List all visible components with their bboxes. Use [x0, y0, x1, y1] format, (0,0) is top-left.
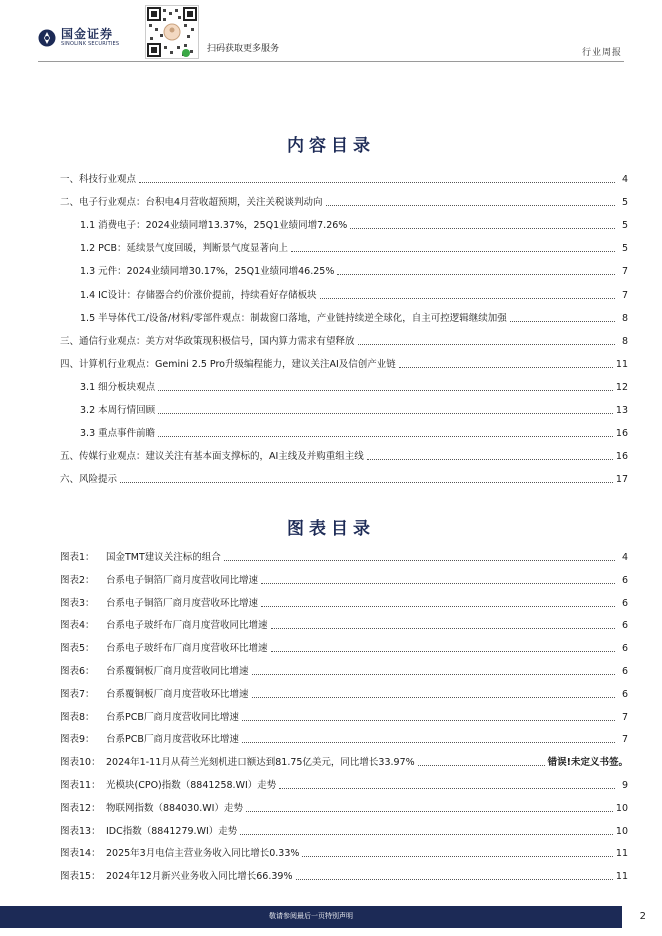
figure-caption: 台系电子玻纤布厂商月度营收同比增速 [106, 620, 268, 632]
entry-label: 3.3 重点事件前瞻 [80, 428, 156, 440]
figure-number: 图表6： [60, 666, 95, 677]
figure-number: 图表1： [60, 552, 95, 563]
figure-caption: 台系PCB厂商月度营收同比增速 [106, 711, 239, 723]
toc-entry[interactable] [60, 170, 628, 186]
entry-label [60, 666, 249, 678]
entry-label: 一、科技行业观点 [60, 174, 137, 185]
figure-caption: 台系覆铜板厂商月度营收同比增速 [106, 666, 249, 677]
entry-label [60, 757, 415, 769]
qr-caption: 扫码获取更多服务 [207, 44, 280, 54]
figure-caption: 台系PCB厂商月度营收环比增速 [106, 734, 239, 746]
entry-label: 3.1 细分板块观点 [80, 381, 156, 393]
toc-entry[interactable] [60, 799, 628, 815]
dot-leader [302, 856, 613, 857]
dot-leader [271, 651, 615, 652]
dot-leader [367, 459, 613, 460]
dot-leader [158, 436, 613, 437]
dot-leader [261, 583, 615, 584]
dot-leader [337, 274, 615, 275]
entry-label: 三、通信行业观点：美方对华政策现积极信号，国内算力需求有望释放 [60, 335, 355, 347]
toc-entry[interactable] [60, 193, 628, 209]
entry-label [60, 689, 249, 701]
page-number: 2 [639, 911, 646, 922]
toc-entry[interactable] [60, 355, 628, 371]
entry-page-number: 7 [621, 734, 628, 746]
figure-number: 图表10： [60, 757, 101, 769]
dot-leader [246, 811, 613, 812]
toc-entry[interactable] [60, 548, 628, 564]
toc-entry[interactable] [60, 616, 628, 632]
toc-entry[interactable] [60, 216, 628, 232]
entry-page-number: 6 [621, 643, 628, 655]
toc-entry[interactable] [60, 708, 628, 724]
toc-entry[interactable] [60, 309, 628, 325]
entry-label [60, 552, 221, 564]
toc-entry[interactable] [60, 776, 628, 792]
entry-page-number: 16 [615, 428, 628, 440]
toc-entry[interactable] [60, 286, 628, 302]
figure-number: 图表15： [60, 871, 101, 883]
figures-title: 图表目录 [287, 519, 375, 539]
entry-page-number: 11 [615, 848, 628, 860]
entry-page-number: 5 [621, 243, 628, 255]
toc-entry[interactable] [60, 378, 628, 394]
entry-page-number: 16 [615, 451, 628, 463]
entry-label [60, 598, 258, 610]
toc-entry[interactable] [60, 685, 628, 701]
figure-caption: 台系覆铜板厂商月度营收环比增速 [106, 688, 249, 700]
entry-label [60, 643, 268, 655]
entry-label [60, 848, 299, 860]
entry-page-number: 4 [621, 552, 628, 563]
entry-page-number: 5 [621, 197, 628, 209]
figure-number: 图表12： [60, 802, 101, 814]
entry-label [60, 826, 237, 838]
toc-entry[interactable] [60, 470, 628, 486]
entry-page-number: 11 [615, 871, 628, 883]
toc-entry[interactable] [60, 844, 628, 860]
dot-leader [350, 228, 615, 229]
figure-number: 图表9： [60, 734, 95, 746]
figure-caption: 2025年3月电信主营业务收入同比增长0.33% [106, 848, 300, 860]
figure-number: 图表2： [60, 574, 95, 586]
footer-disclaimer: 敬请参阅最后一页特别声明 [269, 912, 353, 920]
entry-label [60, 871, 293, 883]
dot-leader [158, 413, 613, 414]
dot-leader [279, 788, 615, 789]
figure-caption: 物联网指数（884030.WI）走势 [106, 802, 243, 814]
entry-page-number: 6 [621, 666, 628, 677]
dot-leader [271, 628, 615, 629]
entry-page-number: 7 [621, 266, 628, 278]
entry-page-number: 9 [621, 780, 628, 791]
entry-page-number: 6 [621, 688, 628, 700]
figure-caption: IDC指数（8841279.WI）走势 [106, 825, 238, 837]
entry-page-number: 4 [621, 174, 628, 185]
dot-leader [261, 606, 615, 607]
qr-code-icon[interactable] [145, 5, 199, 59]
entry-label [60, 620, 268, 632]
entry-label [60, 575, 258, 587]
dot-leader [418, 765, 545, 766]
figure-caption: 台系电子铜箔厂商月度营收环比增速 [106, 597, 259, 609]
logo-mark-icon [38, 29, 56, 47]
figure-caption: 2024年1-11月从荷兰光刻机进口额达到81.75亿美元，同比增长33.97% [106, 757, 415, 769]
figure-number: 图表14： [60, 848, 101, 860]
dot-leader [291, 251, 615, 252]
dot-leader [399, 367, 613, 368]
entry-page-number: 8 [621, 312, 628, 324]
dot-leader [252, 697, 615, 698]
entry-page-number: 11 [615, 358, 628, 370]
figure-caption: 2024年12月新兴业务收入同比增长66.39% [106, 871, 293, 883]
entry-label: 1.4 IC设计：存储器合约价涨价提前，持续看好存储板块 [80, 289, 317, 301]
toc-entry[interactable] [60, 332, 628, 348]
toc-title: 内容目录 [287, 136, 375, 156]
entry-page-number: 7 [621, 711, 628, 723]
dot-leader [326, 205, 615, 206]
entry-page-number: 13 [615, 405, 628, 416]
dot-leader [139, 182, 615, 183]
dot-leader [296, 879, 613, 880]
toc-entry[interactable] [60, 867, 628, 883]
toc-entry[interactable] [60, 662, 628, 678]
entry-label [60, 712, 239, 724]
dot-leader [242, 720, 615, 721]
entry-page-number: 6 [621, 597, 628, 609]
entry-label: 二、电子行业观点：台积电4月营收超预期，关注关税谈判动向 [60, 197, 323, 209]
entry-label: 1.2 PCB：延续景气度回暖，判断景气度显著向上 [80, 243, 289, 255]
toc-entry[interactable] [60, 239, 628, 255]
figure-caption: 国金TMT建议关注标的组合 [106, 552, 221, 563]
toc-entry[interactable] [60, 424, 628, 440]
figure-number: 图表3： [60, 597, 95, 609]
entry-page-number: 6 [621, 620, 628, 632]
toc-entry[interactable] [60, 447, 628, 463]
entry-label: 四、计算机行业观点：Gemini 2.5 Pro升级编程能力，建议关注AI及信创产业链 [60, 358, 396, 370]
toc-entry[interactable] [60, 639, 628, 655]
entry-label [60, 803, 243, 815]
entry-page-number: 5 [621, 220, 628, 232]
toc-entry[interactable] [60, 571, 628, 587]
entry-label: 3.2 本周行情回顾 [80, 405, 156, 416]
dot-leader [510, 321, 615, 322]
toc-entry[interactable] [60, 594, 628, 610]
page-header [0, 0, 662, 66]
toc-entry[interactable] [60, 401, 628, 417]
dot-leader [242, 742, 615, 743]
dot-leader [158, 390, 613, 391]
figure-caption: 台系电子玻纤布厂商月度营收环比增速 [106, 643, 268, 655]
entry-label: 1.3 元件：2024业绩同增30.17%，25Q1业绩同增46.25% [80, 266, 335, 278]
entry-label [60, 780, 276, 792]
entry-page-number: 12 [615, 381, 628, 393]
figure-number: 图表8： [60, 711, 95, 723]
entry-page-number: 7 [621, 289, 628, 301]
dot-leader [320, 298, 615, 299]
entry-page-number: 10 [615, 825, 628, 837]
dot-leader [240, 834, 613, 835]
figure-number: 图表7： [60, 688, 95, 700]
figure-number: 图表4： [60, 620, 95, 632]
entry-page-number: 错误!未定义书签。 [547, 757, 628, 769]
entry-label: 1.1 消费电子：2024业绩同增13.37%，25Q1业绩同增7.26% [80, 220, 348, 232]
entry-label: 1.5 半导体代工/设备/材料/零部件观点：制裁窗口落地，产业链持续逆全球化，自主可控逻辑继续加强 [80, 312, 507, 324]
entry-page-number: 17 [615, 474, 628, 486]
dot-leader [358, 344, 615, 345]
entry-label [60, 734, 239, 746]
toc-entry[interactable] [60, 822, 628, 838]
toc-entry[interactable] [60, 753, 628, 769]
logo-name-en: SINOLINK SECURITIES [61, 41, 120, 47]
dot-leader [120, 482, 613, 483]
entry-page-number: 6 [621, 574, 628, 586]
header-divider [38, 61, 624, 62]
toc-entry[interactable] [60, 730, 628, 746]
company-logo [38, 28, 119, 48]
figure-caption: 光模块(CPO)指数（8841258.WI）走势 [106, 780, 277, 791]
toc-entry[interactable] [60, 262, 628, 278]
figure-number: 图表13： [60, 825, 101, 837]
entry-label: 六、风险提示 [60, 474, 118, 486]
logo-name-cn: 国金证券 [61, 27, 114, 41]
figure-number: 图表5： [60, 643, 95, 655]
entry-label: 五、传媒行业观点：建议关注有基本面支撑标的，AI主线及并购重组主线 [60, 451, 364, 463]
figure-caption: 台系电子铜箔厂商月度营收同比增速 [106, 574, 259, 586]
entry-page-number: 8 [621, 335, 628, 347]
figure-number: 图表11： [60, 780, 101, 791]
entry-page-number: 10 [615, 802, 628, 814]
dot-leader [252, 674, 615, 675]
report-category: 行业周报 [581, 48, 622, 58]
dot-leader [224, 560, 615, 561]
